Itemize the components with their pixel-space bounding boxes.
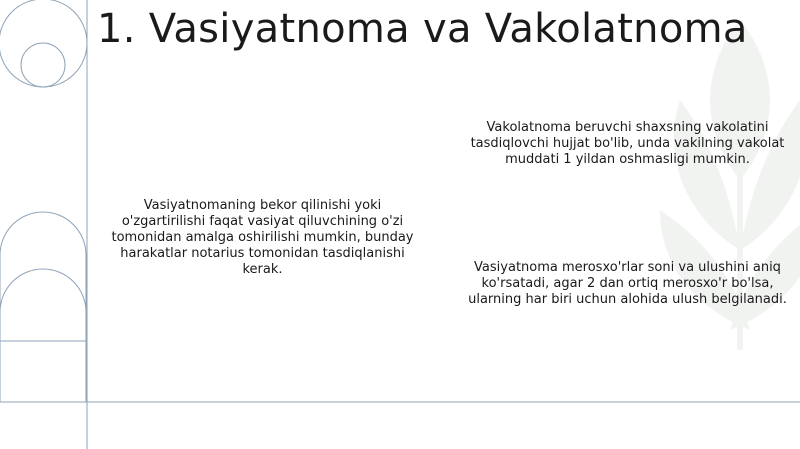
paragraph-right-bottom: Vasiyatnoma merosxo'rlar soni va ulushini aniq ko'rsatadi, agar 2 dan ortiq merosxo'r bo'lsa, ularning har biri uchun alohida ulush belgilanadi. (468, 260, 787, 307)
paragraph-right-top: Vakolatnoma beruvchi shaxsning vakolatini tasdiqlovchi hujjat bo'lib, unda vakilning vakolat muddati 1 yildan oshmasligi mumkin. (470, 120, 785, 167)
decorative-arch-upper (0, 212, 86, 402)
decorative-arch-lower (0, 269, 86, 312)
slide-title: 1. Vasiyatnoma va Vakolatnoma (97, 6, 748, 52)
paragraph-left: Vasiyatnomaning bekor qilinishi yoki o'zgartirilishi faqat vasiyat qiluvchining o'zi tomonidan amalga oshirilishi mumkin, bunday harakatlar notarius tomonidan tasdiqlanishi kerak. (111, 198, 414, 277)
decorative-circle-small (21, 43, 65, 87)
